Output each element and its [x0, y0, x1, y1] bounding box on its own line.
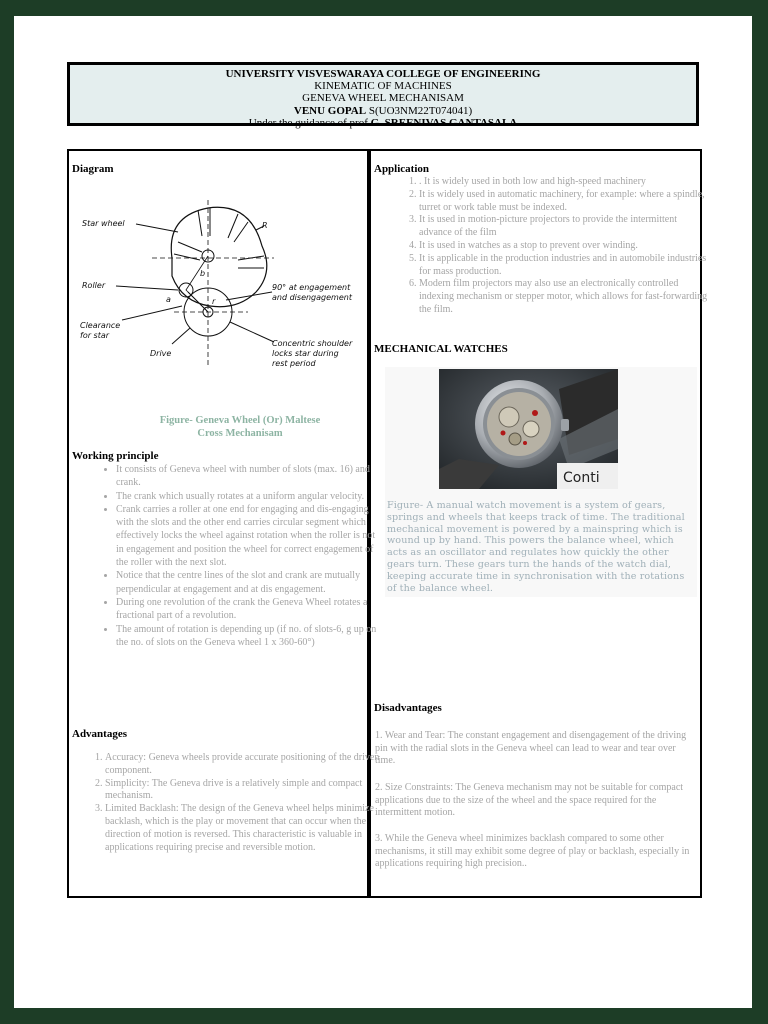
- list-item: • Crank carries a roller at one end for engaging and dis-engaging with the slots and the other end carries circular segment which effectively locks the wheel against rotation when the roller is not in engagement and position the wheel for correct engagement of the roller with the next slot.: [116, 503, 381, 569]
- guide-prefix: Under the guidance of prof: [248, 116, 371, 129]
- figure-caption: Figure- Geneva Wheel (Or) Maltese Cross Mechanisam: [159, 415, 321, 439]
- label-clearance: Clearance: [80, 321, 121, 330]
- label-b: b: [200, 269, 206, 278]
- list-item: • During one revolution of the crank the Geneva Wheel rotates a fractional part of a revolution.: [116, 596, 381, 623]
- list-item: • The crank which usually rotates at a uniform angular velocity.: [116, 490, 381, 503]
- watch-photo: [439, 369, 618, 489]
- disadvantage-item: 3. While the Geneva wheel minimizes backlash compared to some other mechanisms, it still may exhibit some degree of play or backlash, especially in applications requiring high precision..: [375, 833, 690, 869]
- leader-drive: [172, 328, 190, 344]
- leader-clearance: [122, 306, 182, 320]
- leader-engagement: [226, 292, 272, 300]
- label-shoulder-2: locks star during: [272, 349, 339, 358]
- geneva-wheel-diagram: [78, 196, 362, 374]
- student-line: [70, 105, 696, 117]
- watch-illustration: [439, 369, 618, 489]
- list-item: 4. It is used in watches as a stop to prevent over winding.: [419, 240, 711, 253]
- leader-star: [136, 224, 178, 232]
- working-principle-list: [100, 463, 381, 649]
- university-name: UNIVERSITY VISVESWARAYA COLLEGE OF ENGINEERING: [225, 68, 541, 80]
- list-item: • Notice that the centre lines of the slot and crank are mutually perpendicular at engagement and at dis engagement.: [116, 569, 381, 596]
- slot-2: [228, 214, 248, 242]
- label-shoulder-1: Concentric shoulder: [272, 339, 353, 348]
- topic-name: GENEVA WHEEL MECHANISAM: [302, 92, 464, 105]
- list-item: • It consists of Geneva wheel with number of slots (max. 16) and crank.: [116, 463, 381, 490]
- mechanical-watches-heading: MECHANICAL WATCHES: [374, 343, 508, 355]
- student-name: VENU GOPAL: [293, 104, 367, 117]
- disadvantages-heading: Disadvantages: [374, 702, 442, 714]
- application-heading: Application: [374, 163, 430, 175]
- guide-line: [70, 117, 696, 129]
- watch-caption: Figure- A manual watch movement is a system of gears, springs and wheels that keeps track of time. The traditional mechanical movement is powered by a mainspring which is wound up by hand. This powers the balance wheel, which acts as an oscillator and regulates how quickly the other gears turn. These gears turn the hands of the watch dial, keeping accurate time in synchronisation with the rotations of the balance wheel.: [387, 500, 685, 594]
- slot-4: [174, 242, 202, 260]
- working-principle-heading: Working principle: [72, 450, 159, 462]
- label-a: a: [166, 295, 171, 304]
- diagram-heading: Diagram: [72, 163, 114, 175]
- leader-roller: [116, 286, 178, 290]
- label-drive: Drive: [150, 349, 172, 358]
- frame-right: [752, 0, 768, 1024]
- list-item: 3. Limited Backlash: The design of the Geneva wheel helps minimize backlash, which is the play or movement that can occur when the direction of motion is reversed. This characteristic is valuable in applications requiring precise and reversible motion.: [105, 803, 385, 854]
- advantages-heading: Advantages: [72, 728, 128, 740]
- disadvantage-item: 1. Wear and Tear: The constant engagement and disengagement of the driving pin with the radial slots in the Geneva wheel can lead to wear and tear over time.: [375, 730, 687, 766]
- label-roller: Roller: [82, 281, 106, 290]
- list-item: 1. Accuracy: Geneva wheels provide accurate positioning of the driven component.: [105, 752, 385, 778]
- frame-top: [0, 0, 768, 16]
- watch-brand-label: Conti: [563, 470, 600, 486]
- disadvantage-item: 2. Size Constraints: The Geneva mechanism may not be suitable for compact applications due to the size of the wheel and the space required for the intermittent motion.: [375, 782, 684, 818]
- list-item: 2. Simplicity: The Geneva drive is a relatively simple and compact mechanism.: [105, 778, 385, 804]
- list-item: • The amount of rotation is depending up (if no. of slots-6, g up on the no. of slots on the Geneva wheel 1 x 360-60°): [116, 623, 381, 650]
- course-name: KINEMATIC OF MACHINES: [314, 80, 452, 93]
- leader-shoulder: [230, 322, 274, 342]
- list-item: 5. It is applicable in the production industries and in automobile industries for mass production.: [419, 253, 711, 279]
- application-list: [403, 176, 711, 317]
- label-engagement-1: 90° at engagement: [272, 283, 351, 292]
- label-shoulder-3: rest period: [272, 359, 316, 368]
- advantages-list: [87, 752, 385, 854]
- list-item: 3. It is used in motion-picture projectors to provide the intermittent advance of the film: [419, 214, 711, 240]
- label-engagement-2: and disengagement: [272, 293, 352, 302]
- student-id: S(UO3NM22T074041): [366, 104, 473, 117]
- list-item: 2. It is widely used in automatic machinery, for example: where a spindle, turret or work table must be indexed.: [419, 189, 711, 215]
- list-item: 6. Modern film projectors may also use an electronically controlled indexing mechanism or stepper motor, which allows for fast-forwarding the film.: [419, 278, 711, 316]
- label-r-small: r: [212, 297, 216, 306]
- list-item: 1. . It is widely used in both low and high-speed machinery: [419, 176, 711, 189]
- frame-left: [0, 0, 14, 1024]
- frame-bottom: [0, 1008, 768, 1024]
- guide-name: G. SREENIVAS GANTASALA: [370, 116, 518, 129]
- label-star-wheel: Star wheel: [82, 219, 125, 228]
- title-block: [67, 62, 699, 129]
- label-r-big: R: [262, 221, 268, 230]
- label-for-star: for star: [80, 331, 110, 340]
